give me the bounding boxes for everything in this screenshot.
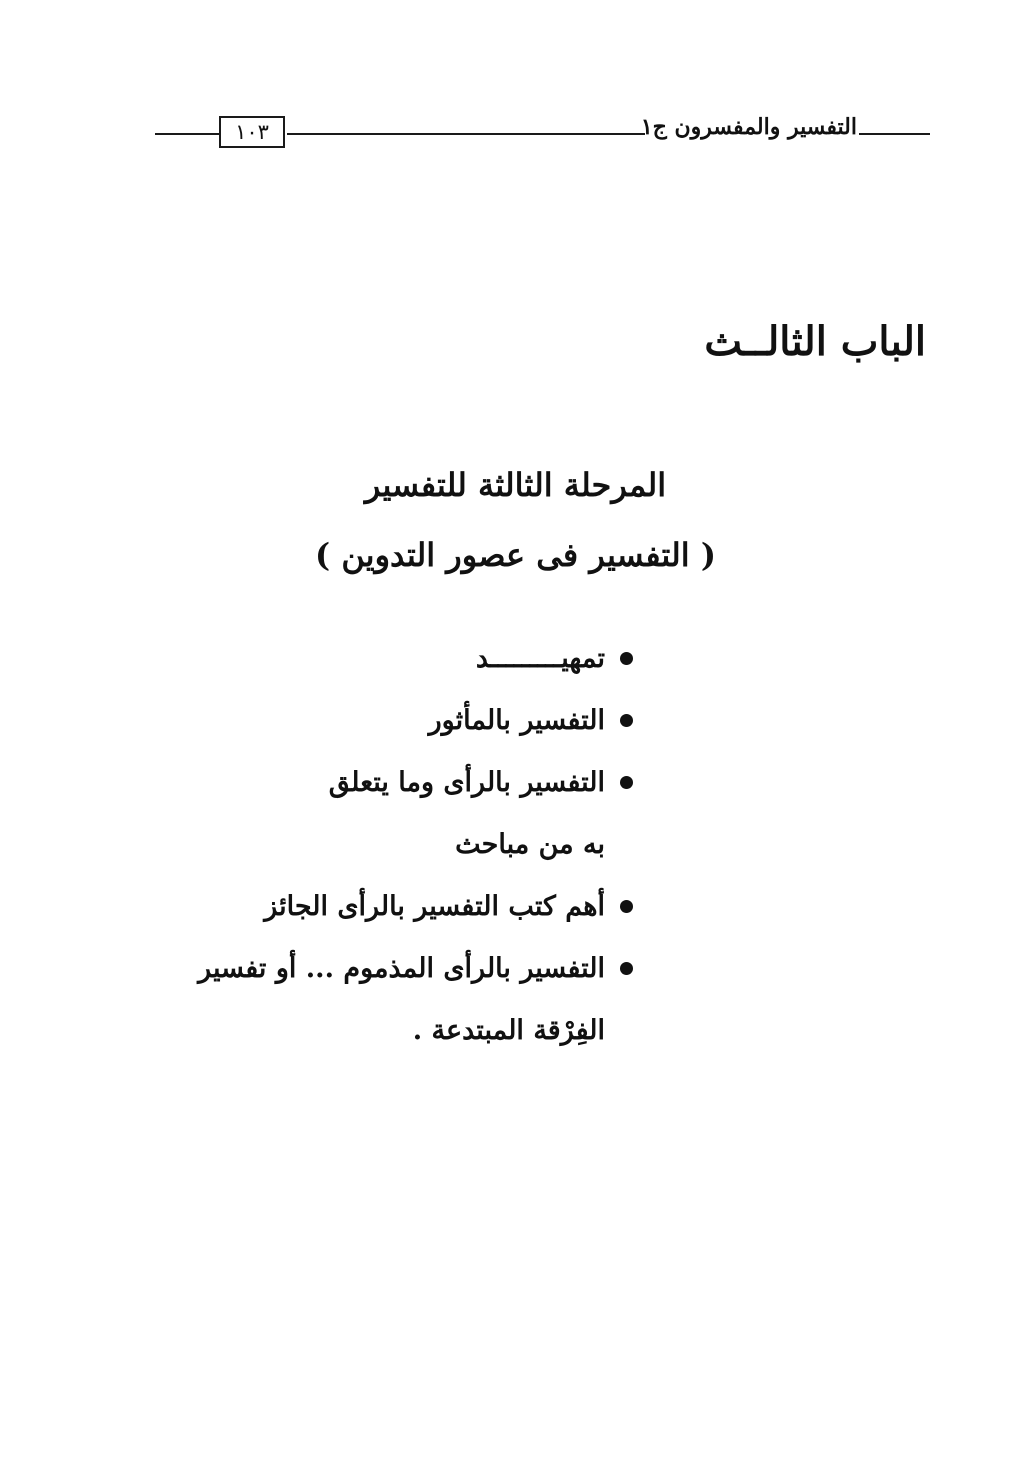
- list-item-text: تمهيـــــــــد: [475, 643, 605, 674]
- list-item-text: أهم كتب التفسير بالرأى الجائز: [264, 891, 605, 922]
- list-item: [163, 690, 633, 752]
- list-item: [163, 752, 633, 876]
- chapter-contents-list: [163, 628, 633, 1062]
- list-item-text: التفسير بالرأى المذموم ... أو تفسير الفِرْقة المبتدعة .: [198, 953, 605, 1046]
- list-item: [163, 876, 633, 938]
- running-title: التفسير والمفسرون ج١: [640, 114, 857, 140]
- chapter-title: الباب الثالــث: [704, 318, 926, 365]
- bullet-icon: [620, 962, 633, 975]
- list-item: [163, 938, 633, 1062]
- list-item-text: التفسير بالرأى وما يتعلق به من مباحث: [328, 767, 605, 860]
- list-item-text: التفسير بالمأثور: [428, 705, 605, 736]
- header-rule-left: [155, 133, 219, 135]
- bullet-icon: [620, 714, 633, 727]
- header-rule-right: [859, 133, 930, 135]
- running-header: [155, 112, 930, 156]
- stage-title-line-1: المرحلة الثالثة للتفسير: [364, 466, 667, 504]
- bullet-icon: [620, 652, 633, 665]
- stage-title-line-2: ( التفسير فى عصور التدوين ): [315, 536, 716, 574]
- page-number: ١٠٣: [219, 116, 285, 148]
- header-rule-middle: [287, 133, 645, 135]
- bullet-icon: [620, 900, 633, 913]
- list-item: [163, 628, 633, 690]
- bullet-icon: [620, 776, 633, 789]
- stage-heading: [0, 450, 1031, 590]
